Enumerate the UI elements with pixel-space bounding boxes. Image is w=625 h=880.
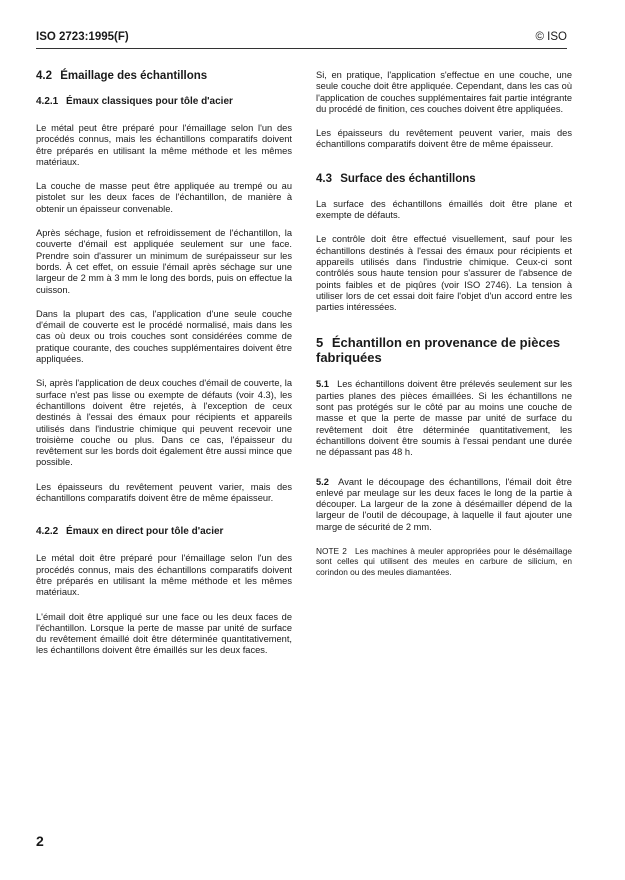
paragraph: Les épaisseurs du revêtement peuvent varier, mais des échantillons comparatifs doivent être de même épaisseur.: [316, 128, 572, 150]
paragraph: Le contrôle doit être effectué visuellement, sauf pour les échantillons destinés à l'essai des émaux pour récipients et appareils utilisés dans l'industrie chimique. Ceux-ci sont contrôlés sous haute tension pour s'assurer de l'absence de points faibles et de piqûres (voir ISO 2746). La tension à utiliser lors de cet essai doit faire l'objet d'un accord entre les parties intéressées.: [316, 234, 572, 313]
section-number: 4.2: [36, 70, 52, 82]
header-standard-id: ISO 2723:1995(F): [36, 31, 129, 43]
note-text: Les machines à meuler appropriées pour le désémaillage sont celles qui utilisent des meules en carbure de silicium, en corindon ou des meules diamantées.: [316, 546, 572, 577]
page-number: 2: [36, 833, 44, 849]
clause-text: Avant le découpage des échantillons, l'émail doit être enlevé par meulage sur les deux faces le long de la partie à découper. La largeur de la zone à désémailler dépend de la largeur de l'outil de découpage, à laquelle il faut ajouter une marge de sécurité de 2 mm.: [316, 476, 572, 532]
section-title: Émaillage des échantillons: [60, 70, 208, 82]
section-4-2-1-heading: [36, 96, 292, 107]
section-number: 4.2.1: [36, 96, 59, 107]
paragraph: Si, en pratique, l'application s'effectue en une couche, une seule couche doit être appliquée. Cependant, dans les cas où l'application de couches supplémentaires fait partie intégrante du procédé de finition, ces couches doivent être appliquées.: [316, 70, 572, 114]
clause-number: 5.2: [316, 476, 329, 487]
section-title: Échantillon en provenance de pièces fabriquées: [316, 335, 561, 366]
note-label: NOTE 2: [316, 546, 347, 557]
paragraph: Après séchage, fusion et refroidissement de l'échantillon, la couverte d'émail est appliquée seulement sur une face. Prendre soin d'assurer un minimum de surépaisseur sur les bords. À cet effet, on essuie l'émail après séchage sur une largeur de 2 mm à 3 mm le long des bords, puis on effectue la cuisson.: [36, 228, 292, 295]
section-title: Surface des échantillons: [340, 172, 476, 185]
paragraph: Si, après l'application de deux couches d'émail de couverte, la surface n'est pas lisse ou exempte de défauts (voir 4.3), les échantillons doivent être rejetés, à l'exception de ceux destinés à l'essai des émaux pour récipients et appareils utilisés dans l'industrie chimique qui peuvent recevoir une troisième couche ou plus. Dans ce cas, l'épaisseur du revêtement sur les bords doit également être aussi mince que possible.: [36, 378, 292, 468]
section-number: 4.2.2: [36, 526, 59, 538]
paragraph: L'émail doit être appliqué sur une face ou les deux faces de l'échantillon. Lorsque la perte de masse par unité de surface du revêtement émaillé doit être déterminée quantitativement, les échantillons doivent être émaillés sur les deux faces.: [36, 611, 292, 656]
section-number: 4.3: [316, 172, 332, 185]
right-column: [316, 70, 572, 590]
left-column: [36, 70, 292, 670]
paragraph: La surface des échantillons émaillés doit être plane et exempte de défauts.: [316, 198, 572, 221]
note-2: [316, 546, 572, 577]
section-4-2-heading: [36, 70, 292, 82]
section-title: Émaux classiques pour tôle d'acier: [66, 96, 233, 107]
section-4-2-2-heading: [36, 526, 292, 537]
paragraph: Dans la plupart des cas, l'application d'une seule couche d'émail de couverte est le procédé normalisé, mais dans les cas où deux ou trois couches sont considérées comme de pratique courante, des couches supplémentaires doivent être appliquées.: [36, 308, 292, 365]
section-4-3-heading: [316, 173, 572, 185]
header-rule: [36, 48, 567, 49]
section-number: 5: [316, 335, 324, 351]
section-title: Émaux en direct pour tôle d'acier: [66, 526, 224, 538]
section-5-heading: [316, 335, 572, 365]
paragraph: Le métal doit être préparé pour l'émaillage selon l'un des procédés connus, mais des échantillons comparatifs doivent être préparés en utilisant la même méthode et les mêmes matériaux.: [36, 553, 292, 598]
paragraph: La couche de masse peut être appliquée au trempé ou au pistolet sur les deux faces de l'échantillon, de manière à obtenir un épaisseur convenable.: [36, 181, 292, 214]
header-copyright: © ISO: [535, 31, 567, 43]
paragraph: Les épaisseurs du revêtement peuvent varier, mais des échantillons comparatifs doivent être de même épaisseur.: [36, 481, 292, 504]
clause-5-1: [316, 379, 572, 458]
clause-5-2: [316, 477, 572, 533]
clause-text: Les échantillons doivent être prélevés seulement sur les parties planes des pièces émaillées. Si les échantillons ne sont pas protégés sur le côté par au moins une couche de masse et que la perte de masse par unité de surface du revêtement doit être déterminée quantitativement, les échantillons doivent être soumis à l'essai pendant une durée ne dépassant pas 48 h.: [316, 379, 572, 458]
clause-number: 5.1: [316, 379, 329, 390]
paragraph: Le métal peut être préparé pour l'émaillage selon l'un des procédés connus, mais les échantillons comparatifs doivent être préparés en utilisant la même méthode et les mêmes matériaux.: [36, 123, 292, 167]
